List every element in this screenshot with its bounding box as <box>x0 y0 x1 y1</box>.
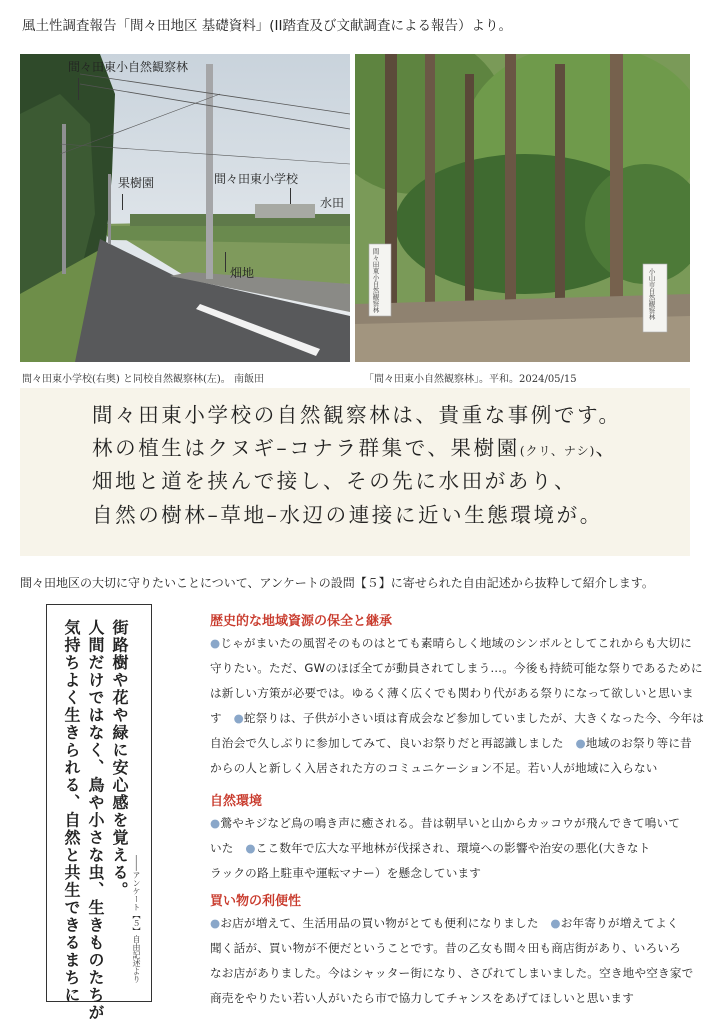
label-forest: 間々田東小自然観察林 <box>68 60 189 74</box>
bullet-icon: ● <box>210 816 221 830</box>
forest-photo-image <box>355 54 690 362</box>
quote-line-3: 畑地と道を挟んで接し、その先に水田があり、 <box>92 469 578 493</box>
section-heading-nature: 自然環境 <box>210 794 263 809</box>
quote-line-1: 間々田東小学校の自然観察林は、貴重な事例です。 <box>92 403 622 427</box>
bullet-icon: ● <box>233 711 244 725</box>
bullet-icon: ● <box>210 916 221 930</box>
history-line: は新しい方策が必要では。ゆるく薄く広くでも関わり代がある祭りになって欲しいと思いま <box>210 686 694 700</box>
history-line: からの人と新しく入居された方のコミュニケーション不足。若い人が地域に入らない <box>210 761 658 775</box>
quote-line-2c: 、 <box>595 436 619 460</box>
vertical-line-3: 気持ちよく生きられる、自然と共生できるまちに <box>62 619 81 1004</box>
label-orchard-leader <box>122 194 123 210</box>
shopping-line: 聞く話が、買い物が不便だということです。昔の乙女も間々田も商店街があり、いろいろ <box>210 941 681 955</box>
quote-line-2b: (クリ、ナシ) <box>519 444 596 458</box>
label-school: 間々田東小学校 <box>214 172 299 186</box>
label-field: 畑地 <box>230 266 255 280</box>
history-line: ●じゃがまいたの風習そのものはとても素晴らしく地域のシンボルとしてこれからも大切に <box>210 636 692 650</box>
road-photo <box>20 54 350 362</box>
vertical-attribution: ――アンケート【５】自由記述より <box>132 855 141 983</box>
quote-line-2a: 林の植生はクヌギ–コナラ群集で、果樹園 <box>92 436 520 460</box>
history-line: 守りたい。ただ、GWのほぼ全てが動員されてしまう…。今後も持続可能な祭りであるために <box>210 661 703 675</box>
bullet-icon: ● <box>245 841 256 855</box>
nature-line: ラックの路上駐車や運転マナー）を懸念しています <box>210 866 482 880</box>
photo-left-caption: 間々田東小学校(右奥) と同校自然観察林(左)。 南飯田 <box>22 374 264 385</box>
history-line: 自治会で久しぶりに参加してみて、良いお祭りだと再認識しました ●地域のお祭り等に昔 <box>210 736 692 750</box>
forest-photo <box>355 54 690 362</box>
history-line: す ●蛇祭りは、子供が小さい頃は育成会など参加していましたが、大きくなった今、今年は <box>210 711 704 725</box>
quote-panel <box>20 388 690 556</box>
bullet-icon: ● <box>575 736 586 750</box>
nature-line: ●鶯やキジなど鳥の鳴き声に癒される。昔は朝早いと山からカッコウが飛んできて鳴いて <box>210 816 681 830</box>
sign-left-text: 間々田東小自然観察林 <box>371 248 380 313</box>
bullet-icon: ● <box>550 916 561 930</box>
vertical-line-1: 街路樹や花や緑に安心感を覚える。 <box>110 619 129 899</box>
quote-line-4: 自然の樹林–草地–水辺の連接に近い生態環境が。 <box>92 503 603 527</box>
vertical-line-2: 人間だけではなく、鳥や小さな虫、生きものたちが <box>86 619 105 1022</box>
sign-right-text: 小山市自然観察林 <box>647 268 656 320</box>
photo-right-caption: 「間々田東小自然観察林」。平和。2024/05/15 <box>364 374 577 385</box>
road-photo-image <box>20 54 350 362</box>
label-paddy: 水田 <box>320 196 345 210</box>
label-orchard: 果樹園 <box>118 176 155 190</box>
label-school-leader <box>290 188 291 204</box>
vertical-quote-box <box>46 604 152 1022</box>
section-heading-shopping: 買い物の利便性 <box>210 894 302 909</box>
intro-text: 間々田地区の大切に守りたいことについて、アンケートの設問【５】に寄せられた自由記述から抜粋して紹介します。 <box>20 576 654 590</box>
quote-line-2 <box>92 431 618 461</box>
bullet-icon: ● <box>210 636 221 650</box>
source-line: 風土性調査報告「間々田地区 基礎資料」(II踏査及び文献調査による報告）より。 <box>22 18 513 34</box>
shopping-line: なお店がありました。今はシャッター街になり、さびれてしまいました。空き地や空き家で <box>210 966 694 980</box>
shopping-line: ●お店が増えて、生活用品の買い物がとても便利になりました ●お年寄りが増えてよく <box>210 916 679 930</box>
section-heading-history: 歴史的な地域資源の保全と継承 <box>210 614 393 629</box>
shopping-line: 商売をやりたい若い人がいたら市で協力してチャンスをあげてほしいと思います <box>210 991 634 1005</box>
label-field-leader <box>225 252 226 272</box>
nature-line: いた ●ここ数年で広大な平地林が伐採され、環境への影響や治安の悪化(大きなト <box>210 841 651 855</box>
label-forest-leader <box>78 78 79 100</box>
